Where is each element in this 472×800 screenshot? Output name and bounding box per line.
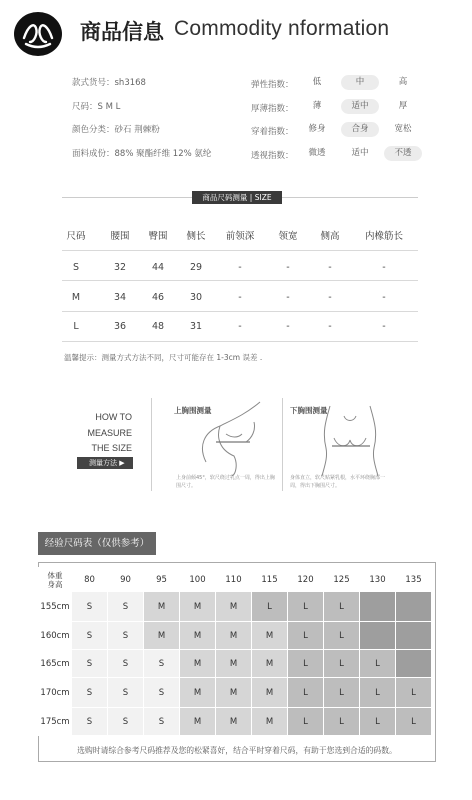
weight-header: 115 [252,568,288,592]
table-cell: - [382,321,386,332]
brand-logo [14,12,62,56]
table-cell: 36 [113,321,127,332]
table-cell: 32 [113,262,127,273]
table-row [39,650,432,678]
measure-method-tag: 测量方法 ▶ [77,457,133,469]
table-row [39,708,432,736]
weight-header: 100 [180,568,216,592]
table-row [39,678,432,708]
measurement-note: 温馨提示：测量方式方法不同，尺寸可能存在 1-3cm 误差 . [64,353,263,362]
size-cell [396,622,432,650]
weight-header: 125 [324,568,360,592]
index-option-selected: 合身 [341,122,379,137]
table-cell: 29 [189,262,203,273]
col-header: 内橡筋长 [364,231,404,242]
size-cell: S [72,708,108,736]
heading-line: HOW TO [95,412,132,422]
size-cell: L [288,678,324,708]
table-cell: - [286,321,290,332]
height-header: 165cm [39,650,72,678]
transparency-index [251,149,451,173]
size-cell: M [144,592,180,622]
heading-line: MEASURE [87,427,132,438]
divider [282,398,283,491]
table-cell: 31 [189,321,203,332]
weight-header: 80 [72,568,108,592]
fabric: 面料成份：88% 聚酯纤维 12% 氨纶 [72,148,212,159]
size-cell: L [396,678,432,708]
divider [62,280,418,281]
size-cell: L [324,622,360,650]
colors: 颜色分类：砂石 荆棘粉 [72,125,160,135]
weight-header: 110 [216,568,252,592]
index-option: 适中 [351,147,369,158]
height-header: 155cm [39,592,72,622]
size-cell [396,592,432,622]
size-cell: M [180,592,216,622]
col-header: 领宽 [278,231,298,242]
table-cell: - [382,262,386,273]
size-cell: M [180,678,216,708]
table-cell: - [238,262,242,273]
product-info [72,78,211,172]
size-cell [360,592,396,622]
table-cell: - [286,292,290,303]
size-cell: S [72,650,108,678]
size-cell: S [144,708,180,736]
size-cell: S [144,678,180,708]
table-row [62,321,418,351]
index-label: 厚薄指数： [251,103,294,114]
index-label: 弹性指数： [251,80,294,90]
size-cell [396,650,432,678]
size-cell: L [324,708,360,736]
table-row [39,622,432,650]
height-header: 175cm [39,708,72,736]
size-cell: L [288,650,324,678]
experience-size-title: 经验尺码表（仅供参考） [38,532,156,555]
fit-index [251,125,451,149]
size-cell: L [324,650,360,678]
size-cell: L [360,650,396,678]
height-header: 160cm [39,622,72,650]
table-cell: M [71,292,81,303]
table-cell: 30 [189,292,203,303]
table-cell: - [238,292,242,303]
size-cell: L [288,592,324,622]
table-cell: - [286,262,290,273]
index-option: 厚 [398,100,408,111]
size-cell: L [288,622,324,650]
weight-header: 130 [360,568,396,592]
size-cell: M [144,622,180,650]
table-cell: L [73,321,79,332]
table-cell: - [238,321,242,332]
upper-bust-illustration [176,398,276,476]
size-cell: M [180,650,216,678]
style-number: 款式货号：sh3168 [72,78,146,88]
size-cell: M [180,622,216,650]
size-cell: M [252,650,288,678]
divider [151,398,152,491]
experience-size-table [38,567,432,736]
upper-bust-title: 上胸围测量 [174,406,212,415]
experience-footer-note: 选购时请综合参考尺码推荐及您的松紧喜好，结合平时穿着尺码，有助于您选到合适的码数。 [77,746,397,755]
index-option-selected: 适中 [341,99,379,114]
size-table-header [62,228,418,250]
table-header-row [39,568,432,592]
size-cell: L [288,708,324,736]
index-option: 低 [312,77,322,87]
size-cell: S [72,622,108,650]
size-cell: S [72,592,108,622]
table-cell: - [328,292,332,303]
index-label: 透视指数： [251,150,294,161]
size-cell: M [252,678,288,708]
size-cell: M [216,622,252,650]
size-cell: S [144,650,180,678]
size-cell: L [360,678,396,708]
size-cell: S [108,678,144,708]
corner-cell: 体重 身高 [39,568,72,592]
size-cell [360,622,396,650]
index-label: 穿着指数： [251,127,294,137]
upper-bust-description: 上身前倾45°，软尺绕过乳点一周，得出上胸围尺寸。 [176,475,275,489]
size-cell: L [396,708,432,736]
elasticity-index [251,78,451,102]
divider [62,250,418,251]
index-option: 高 [398,77,408,87]
size-section-badge: 商品尺码测量 | SIZE [192,191,282,204]
size-cell: M [180,708,216,736]
size-cell: M [216,650,252,678]
table-row [39,592,432,622]
table-cell: 46 [151,292,165,303]
index-option: 宽松 [394,124,412,134]
sizes: 尺码：S M L [72,101,121,112]
size-cell: L [324,592,360,622]
page-title-en: Commodity nformation [174,17,390,40]
size-cell: S [108,650,144,678]
size-cell: S [108,622,144,650]
col-header: 尺码 [66,231,86,242]
size-cell: S [108,708,144,736]
weight-header: 95 [144,568,180,592]
divider [62,341,418,342]
table-cell: S [72,262,80,273]
weight-header: 135 [396,568,432,592]
divider [62,311,418,312]
size-cell: L [324,678,360,708]
index-option: 薄 [312,100,322,111]
size-cell: M [252,622,288,650]
col-header: 臀围 [148,231,168,242]
product-indices [251,78,451,172]
index-option: 微透 [308,147,326,158]
height-header: 170cm [39,678,72,708]
size-cell: M [252,708,288,736]
col-header: 腰围 [110,231,130,242]
col-header: 前领深 [225,231,255,242]
col-header: 侧长 [186,231,206,242]
table-cell: 44 [151,262,165,273]
size-cell: L [360,708,396,736]
size-cell: M [216,708,252,736]
page-title-cn: 商品信息 [80,20,164,44]
heading-line: THE SIZE [91,443,132,453]
table-cell: - [328,262,332,273]
lower-bust-title: 下胸围测量 [290,406,328,415]
weight-header: 120 [288,568,324,592]
table-cell: - [328,321,332,332]
table-cell: 48 [151,321,165,332]
weight-header: 90 [108,568,144,592]
col-header: 侧高 [320,231,340,242]
size-cell: L [252,592,288,622]
index-option-selected: 中 [341,75,379,90]
index-option: 修身 [308,124,326,134]
size-cell: M [216,592,252,622]
table-row [62,262,418,292]
index-option-selected: 不透 [384,146,422,161]
table-cell: 34 [113,292,127,303]
table-cell: - [382,292,386,303]
lower-bust-illustration [300,398,400,476]
lower-bust-description: 身体直立，软尺贴紧乳根，水平环绕胸部一周，得出下胸围尺寸。 [290,475,386,489]
size-cell: M [216,678,252,708]
size-cell: S [72,678,108,708]
size-cell: S [108,592,144,622]
how-to-measure-heading [86,410,132,457]
table-row [62,292,418,322]
